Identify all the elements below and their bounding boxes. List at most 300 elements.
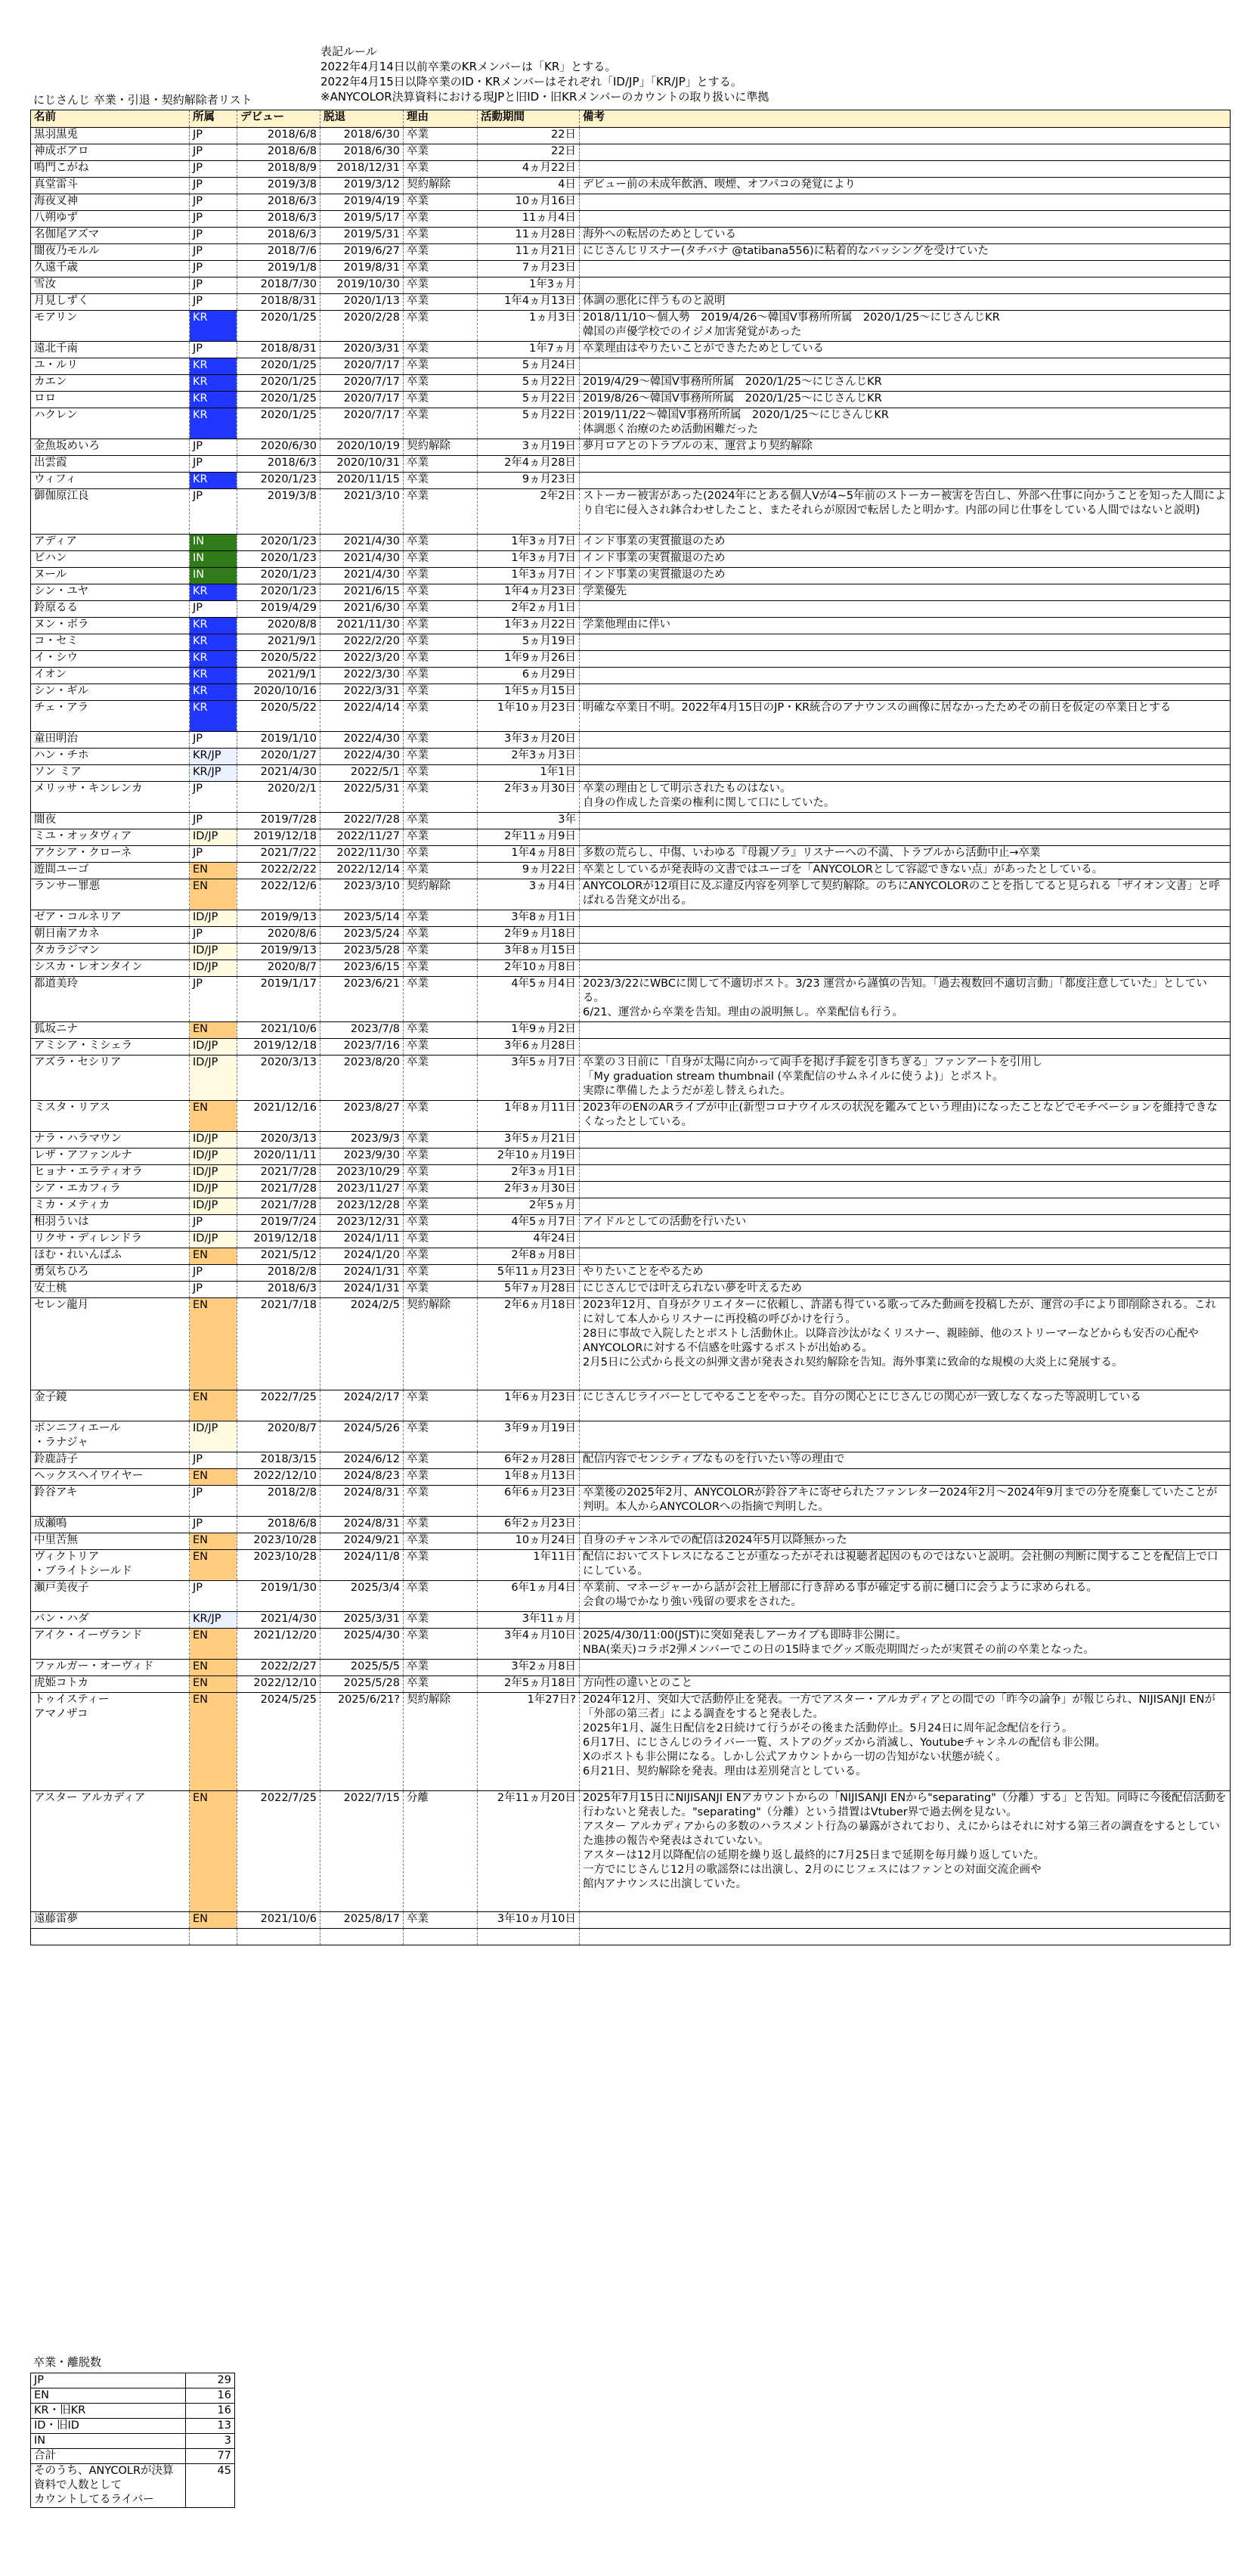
cell-affiliation: JP [190,294,237,311]
cell-departure: 2020/7/17 [320,392,404,408]
header-name: 名前 [31,110,190,128]
cell-activity-period: 6年1ヵ月4日 [478,1581,580,1612]
cell-debut: 2021/7/28 [237,1165,320,1182]
cell-notes: 卒業の理由として明示されたものはない。 自身の作成した音楽の権利に関して口にしていた。 [580,782,1231,813]
cell-activity-period: 3年8ヵ月15日 [478,944,580,960]
cell-affiliation: EN [190,1298,237,1390]
cell-departure: 2020/7/17 [320,408,404,439]
cell-activity-period: 3年9ヵ月19日 [478,1421,580,1452]
table-row [31,144,1231,161]
cell-activity-period: 5年7ヵ月28日 [478,1282,580,1298]
table-row [31,1149,1231,1165]
cell-affiliation: ID/JP [190,1421,237,1452]
cell-reason: 卒業 [404,1215,478,1232]
cell-debut: 2018/6/3 [237,194,320,211]
cell-reason: 卒業 [404,1550,478,1581]
cell-reason: 卒業 [404,277,478,294]
cell-affiliation: JP [190,1486,237,1517]
table-row [31,1912,1231,1929]
cell-departure: 2018/6/30 [320,128,404,144]
cell-notes [580,1039,1231,1056]
cell-name: ヒョナ・エラティオラ [31,1165,190,1182]
cell-debut: 2018/6/3 [237,1282,320,1298]
cell-reason: 卒業 [404,584,478,601]
cell-affiliation: EN [190,1912,237,1929]
summary-value: 3 [186,2434,235,2449]
cell-notes [580,1132,1231,1149]
cell-affiliation: KR [190,584,237,601]
cell-reason: 契約解除 [404,439,478,456]
cell-activity-period: 1年3ヵ月7日 [478,568,580,584]
table-row [31,1676,1231,1693]
cell-activity-period: 2年2ヵ月1日 [478,601,580,618]
cell-departure: 2024/8/31 [320,1486,404,1517]
cell-departure: 2023/6/15 [320,960,404,977]
cell-departure: 2023/3/10 [320,879,404,910]
cell-reason: 卒業 [404,601,478,618]
cell-debut: 2019/4/29 [237,601,320,618]
summary-value: 16 [186,2404,235,2419]
cell-notes [580,1912,1231,1929]
cell-affiliation: JP [190,456,237,473]
cell-activity-period: 1年10ヵ月23日 [478,701,580,732]
cell-reason: 卒業 [404,1282,478,1298]
cell-reason: 卒業 [404,1660,478,1676]
cell-activity-period: 4ヵ月22日 [478,161,580,178]
cell-debut: 2021/10/6 [237,1912,320,1929]
cell-name: バン・ハダ [31,1612,190,1629]
cell-debut: 2020/5/22 [237,651,320,668]
cell-affiliation: JP [190,194,237,211]
cell-reason: 卒業 [404,829,478,846]
cell-activity-period: 2年3ヵ月30日 [478,1182,580,1198]
cell-activity-period: 1年27日? [478,1693,580,1791]
cell-notes [580,456,1231,473]
cell-activity-period: 4年5ヵ月4日 [478,977,580,1022]
cell-departure: 2023/5/28 [320,944,404,960]
cell-name: イ・シウ [31,651,190,668]
cell-debut: 2021/5/12 [237,1248,320,1265]
cell-activity-period: 1年11日 [478,1550,580,1581]
cell-departure: 2024/2/17 [320,1390,404,1421]
cell-activity-period: 11ヵ月21日 [478,244,580,261]
table-row [31,194,1231,211]
cell-activity-period: 9ヵ月23日 [478,473,580,489]
cell-name: ウィフィ [31,473,190,489]
cell-notes: にじさんじでは叶えられない夢を叶えるため [580,1282,1231,1298]
cell-activity-period: 1年6ヵ月23日 [478,1390,580,1421]
summary-row [31,2434,235,2449]
cell-affiliation: JP [190,1517,237,1533]
cell-name: 金子鏡 [31,1390,190,1421]
summary-value: 45 [186,2464,235,2508]
table-row [31,277,1231,294]
cell-name: シン・ギル [31,684,190,701]
header-departure: 脱退 [320,110,404,128]
cell-reason: 卒業 [404,960,478,977]
cell-activity-period: 1年8ヵ月13日 [478,1469,580,1486]
cell-reason: 卒業 [404,294,478,311]
cell-notes [580,144,1231,161]
cell-name: アスター アルカディア [31,1791,190,1912]
cell-affiliation: ID/JP [190,1182,237,1198]
table-row [31,535,1231,551]
cell-activity-period: 3年4ヵ月10日 [478,1629,580,1660]
cell-affiliation: KR/JP [190,749,237,765]
cell-notes [580,765,1231,782]
cell-departure: 2022/5/1 [320,765,404,782]
cell-departure: 2024/1/20 [320,1248,404,1265]
cell-name: ヘックスヘイワイヤー [31,1469,190,1486]
cell-affiliation: ID/JP [190,960,237,977]
cell-departure: 2025/5/5 [320,1660,404,1676]
summary-value: 16 [186,2388,235,2404]
cell-activity-period: 2年3ヵ月30日 [478,782,580,813]
cell-name: 遠藤雷夢 [31,1912,190,1929]
cell-affiliation: JP [190,128,237,144]
cell-debut: 2020/8/6 [237,927,320,944]
cell-departure: 2024/11/8 [320,1550,404,1581]
cell-notes [580,1022,1231,1039]
cell-affiliation: JP [190,261,237,277]
cell-notes [580,829,1231,846]
cell-reason: 卒業 [404,1452,478,1469]
cell-debut: 2020/1/23 [237,473,320,489]
cell-affiliation: JP [190,228,237,244]
cell-activity-period: 1年4ヵ月23日 [478,584,580,601]
cell-reason: 卒業 [404,1533,478,1550]
cell-departure: 2022/11/30 [320,846,404,863]
cell-name: レザ・アファンルナ [31,1149,190,1165]
table-header-row [31,110,1231,128]
cell-notes [580,1149,1231,1165]
cell-debut: 2019/9/13 [237,910,320,927]
table-row [31,863,1231,879]
cell-name: シン・ユヤ [31,584,190,601]
cell-departure: 2024/9/21 [320,1533,404,1550]
cell-name: ゼア・コルネリア [31,910,190,927]
cell-name: 安土桃 [31,1282,190,1298]
table-row [31,1533,1231,1550]
table-row [31,910,1231,927]
cell-reason [404,1929,478,1945]
cell-activity-period: 1年9ヵ月2日 [478,1022,580,1039]
table-row [31,1101,1231,1132]
cell-debut: 2022/7/25 [237,1791,320,1912]
cell-name: トゥイスティー アマノザコ [31,1693,190,1791]
table-row [31,228,1231,244]
cell-reason: 卒業 [404,1517,478,1533]
cell-reason: 卒業 [404,1676,478,1693]
cell-activity-period: 2年3ヵ月1日 [478,1165,580,1182]
cell-debut: 2022/12/6 [237,879,320,910]
summary-value: 13 [186,2419,235,2434]
cell-debut: 2020/1/27 [237,749,320,765]
cell-debut: 2020/1/25 [237,375,320,392]
summary-value: 29 [186,2373,235,2388]
cell-affiliation: JP [190,601,237,618]
cell-affiliation: ID/JP [190,1198,237,1215]
cell-activity-period: 2年8ヵ月8日 [478,1248,580,1265]
cell-departure: 2021/4/30 [320,535,404,551]
cell-departure: 2022/3/30 [320,668,404,684]
table-row [31,944,1231,960]
cell-activity-period: 2年11ヵ月9日 [478,829,580,846]
cell-debut: 2020/1/23 [237,551,320,568]
cell-debut: 2018/6/8 [237,1517,320,1533]
cell-reason: 契約解除 [404,178,478,194]
cell-affiliation: KR [190,392,237,408]
table-row [31,813,1231,829]
cell-departure: 2024/1/31 [320,1265,404,1282]
cell-notes: 自身のチャンネルでの配信は2024年5月以降無かった [580,1533,1231,1550]
cell-reason: 卒業 [404,311,478,342]
cell-notes: 2023年12月、自身がクリエイターに依頼し、許諾も得ている歌ってみた動画を投稿したが、運営の手により即削除される。これに対して本人からリスナーに再投稿の呼びかけを行う。 28日に事故で入院したとポストし活動休止。以降音沙汰がなくリスナー、親睦師、他のストリーマーなどからも安否の心配やANYCOLORに対する不信感を吐露するポストが出始める。 2月5日に公式から長文の糾弾文書が発表され契約解除を告知。海外事業に致命的な規模の大炎上に発展する。 [580,1298,1231,1390]
cell-affiliation: ID/JP [190,1232,237,1248]
cell-affiliation: IN [190,551,237,568]
cell-affiliation: JP [190,732,237,749]
cell-departure: 2020/10/31 [320,456,404,473]
cell-notes: 学業優先 [580,584,1231,601]
cell-affiliation: KR [190,634,237,651]
table-row [31,1282,1231,1298]
cell-activity-period: 1年3ヵ月22日 [478,618,580,634]
summary-label: IN [31,2434,186,2449]
cell-debut: 2019/3/8 [237,178,320,194]
cell-affiliation: KR [190,311,237,342]
cell-affiliation: KR [190,375,237,392]
cell-notes: 体調の悪化に伴うものと説明 [580,294,1231,311]
cell-affiliation: KR [190,701,237,732]
cell-affiliation: EN [190,879,237,910]
cell-activity-period: 10ヵ月16日 [478,194,580,211]
cell-departure: 2019/8/31 [320,261,404,277]
cell-reason: 卒業 [404,863,478,879]
table-row [31,1248,1231,1265]
cell-debut: 2019/12/18 [237,1232,320,1248]
cell-reason: 卒業 [404,732,478,749]
cell-departure: 2024/5/26 [320,1421,404,1452]
cell-notes [580,128,1231,144]
table-row [31,782,1231,813]
cell-affiliation: JP [190,1215,237,1232]
cell-affiliation: JP [190,782,237,813]
cell-reason: 卒業 [404,1581,478,1612]
cell-reason: 卒業 [404,1022,478,1039]
cell-reason: 卒業 [404,535,478,551]
table-row [31,1517,1231,1533]
table-row [31,294,1231,311]
cell-departure: 2023/11/27 [320,1182,404,1198]
summary-label: EN [31,2388,186,2404]
notation-rules [320,44,769,104]
table-row [31,1182,1231,1198]
cell-name: 真堂雷斗 [31,178,190,194]
cell-departure: 2020/1/13 [320,294,404,311]
cell-debut: 2023/10/28 [237,1533,320,1550]
table-row [31,489,1231,535]
cell-debut: 2023/10/28 [237,1550,320,1581]
summary-row [31,2419,235,2434]
cell-affiliation: EN [190,863,237,879]
cell-notes: 配信内容でセンシティブなものを行いたい等の理由で [580,1452,1231,1469]
cell-notes: 卒業後の2025年2月、ANYCOLORが鈴谷アキに寄せられたファンレター2024年2月〜2024年9月までの分を廃棄していたことが判明。本人からANYCOLORへの指摘で判明した。 [580,1486,1231,1517]
table-row [31,927,1231,944]
cell-debut: 2020/1/25 [237,311,320,342]
cell-name: 名伽尾アズマ [31,228,190,244]
cell-name: 御伽原江良 [31,489,190,535]
cell-name: ミユ・オッタヴィア [31,829,190,846]
cell-notes: 卒業前、マネージャーから話が会社上層部に行き辞める事が確定する前に樋口に会うように求められる。 会食の場でかなり強い残留の要求をされた。 [580,1581,1231,1612]
cell-notes [580,358,1231,375]
cell-debut: 2020/10/16 [237,684,320,701]
cell-reason: 卒業 [404,551,478,568]
cell-debut: 2020/1/25 [237,392,320,408]
cell-departure: 2021/4/30 [320,551,404,568]
cell-affiliation: EN [190,1533,237,1550]
cell-notes [580,749,1231,765]
cell-activity-period: 6年6ヵ月23日 [478,1486,580,1517]
cell-departure: 2023/7/8 [320,1022,404,1039]
cell-activity-period: 3年5ヵ月7日 [478,1056,580,1101]
cell-reason: 卒業 [404,342,478,358]
cell-name: アズラ・セシリア [31,1056,190,1101]
cell-name: ハクレン [31,408,190,439]
cell-debut: 2020/8/7 [237,1421,320,1452]
table-row [31,829,1231,846]
cell-debut: 2020/1/23 [237,568,320,584]
cell-notes: 海外への転居のためとしている [580,228,1231,244]
cell-reason: 卒業 [404,813,478,829]
cell-notes [580,944,1231,960]
cell-debut: 2022/12/10 [237,1469,320,1486]
table-row [31,749,1231,765]
cell-activity-period: 5ヵ月22日 [478,375,580,392]
cell-debut: 2020/1/23 [237,584,320,601]
cell-debut: 2020/1/25 [237,408,320,439]
cell-debut: 2019/9/13 [237,944,320,960]
table-row [31,392,1231,408]
cell-name: 遠北千南 [31,342,190,358]
cell-reason: 卒業 [404,1232,478,1248]
cell-reason: 卒業 [404,1165,478,1182]
cell-name: コ・セミ [31,634,190,651]
table-row [31,1791,1231,1912]
table-row [31,261,1231,277]
cell-debut: 2022/2/27 [237,1660,320,1676]
cell-debut: 2021/7/18 [237,1298,320,1390]
table-row [31,161,1231,178]
cell-reason: 卒業 [404,144,478,161]
cell-name: 月見しずく [31,294,190,311]
cell-affiliation: ID/JP [190,1056,237,1101]
cell-notes: ANYCOLORが12項目に及ぶ違反内容を列挙して契約解除。のちにANYCOLORのことを指してると見られる「ザイオン文書」と呼ばれる告発文が出る。 [580,879,1231,910]
cell-notes: 卒業の３日前に「自身が太陽に向かって両手を掲げ手錠を引きちぎる」ファンアートを引用し 「My graduation stream thumbnail (卒業配信のサムネイルに使うよ)」とポスト。 実際に準備したようだが差し替えられた。 [580,1056,1231,1101]
cell-departure: 2019/4/19 [320,194,404,211]
cell-activity-period: 1ヵ月3日 [478,311,580,342]
cell-departure: 2024/8/23 [320,1469,404,1486]
cell-activity-period: 2年6ヵ月18日 [478,1298,580,1390]
table-row [31,342,1231,358]
cell-activity-period: 3年10ヵ月10日 [478,1912,580,1929]
cell-notes [580,261,1231,277]
table-row [31,1581,1231,1612]
table-row [31,1629,1231,1660]
cell-departure: 2021/3/10 [320,489,404,535]
cell-activity-period: 1年5ヵ月15日 [478,684,580,701]
cell-debut: 2019/7/28 [237,813,320,829]
cell-affiliation: KR [190,668,237,684]
cell-name: ランサー罪悪 [31,879,190,910]
cell-notes [580,211,1231,228]
cell-debut: 2018/6/8 [237,144,320,161]
cell-notes: 卒業としているが発表時の文書ではユーゴを「ANYCOLORとして容認できない点」があったとしている。 [580,863,1231,879]
cell-debut: 2022/7/25 [237,1390,320,1421]
cell-debut: 2019/12/18 [237,829,320,846]
cell-name: 闇夜乃モルル [31,244,190,261]
cell-debut: 2020/1/25 [237,358,320,375]
cell-affiliation: ID/JP [190,944,237,960]
cell-notes [580,1929,1231,1945]
cell-notes: 2025/4/30/11:00(JST)に突如発表しアーカイブも即時非公開に。 NBA(楽天)コラボ2弾メンバーでこの日の15時までグッズ販売期間だったが実質その前の卒業となった。 [580,1629,1231,1660]
cell-affiliation: EN [190,1022,237,1039]
cell-departure: 2023/8/20 [320,1056,404,1101]
cell-reason: 卒業 [404,194,478,211]
cell-name: ソン ミア [31,765,190,782]
table-row [31,1022,1231,1039]
cell-activity-period: 11ヵ月28日 [478,228,580,244]
cell-name: ボンニフィエール ・ラナジャ [31,1421,190,1452]
rule-line: 2022年4月15日以降卒業のID・KRメンバーはそれぞれ「ID/JP」「KR/JP」とする。 [320,75,742,88]
cell-affiliation: JP [190,1282,237,1298]
cell-activity-period: 2年5ヵ月18日 [478,1676,580,1693]
cell-activity-period: 11ヵ月4日 [478,211,580,228]
cell-departure: 2023/9/30 [320,1149,404,1165]
table-row [31,1198,1231,1215]
cell-reason: 卒業 [404,1149,478,1165]
cell-reason: 卒業 [404,392,478,408]
table-row [31,473,1231,489]
cell-notes: 学業他理由に伴い [580,618,1231,634]
cell-debut [237,1929,320,1945]
cell-departure: 2019/5/17 [320,211,404,228]
cell-affiliation: KR/JP [190,1612,237,1629]
table-row [31,551,1231,568]
cell-debut: 2021/9/1 [237,668,320,684]
cell-debut: 2018/7/30 [237,277,320,294]
cell-debut: 2020/6/30 [237,439,320,456]
cell-departure: 2018/12/31 [320,161,404,178]
cell-reason: 分離 [404,1791,478,1912]
cell-departure: 2022/11/27 [320,829,404,846]
cell-reason: 卒業 [404,211,478,228]
cell-activity-period: 22日 [478,144,580,161]
cell-reason: 卒業 [404,408,478,439]
table-row [31,1165,1231,1182]
cell-debut: 2018/8/31 [237,342,320,358]
cell-affiliation: EN [190,1390,237,1421]
table-row [31,1039,1231,1056]
summary-row [31,2449,235,2464]
cell-notes: インド事業の実質撤退のため [580,551,1231,568]
cell-notes [580,161,1231,178]
cell-departure: 2023/12/28 [320,1198,404,1215]
cell-reason: 卒業 [404,1469,478,1486]
cell-debut: 2019/1/10 [237,732,320,749]
summary-label: 合計 [31,2449,186,2464]
cell-notes [580,1612,1231,1629]
cell-notes: 方向性の違いとのこと [580,1676,1231,1693]
